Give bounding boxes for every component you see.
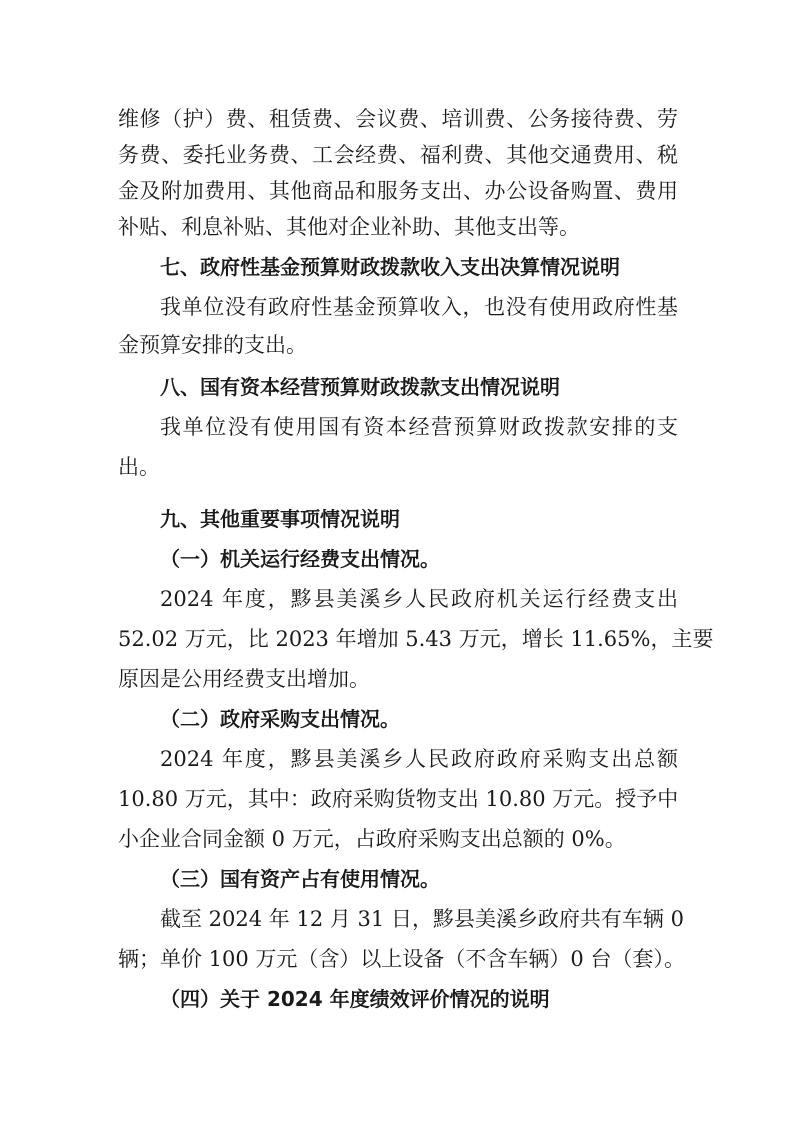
paragraph-line: 金及附加费用、其他商品和服务支出、办公设备购置、费用 — [118, 179, 678, 203]
section-heading-7: 七、政府性基金预算财政拨款收入支出决算情况说明 — [160, 255, 620, 279]
paragraph-line: 52.02 万元，比 2023 年增加 5.43 万元，增长 11.65%，主要 — [118, 627, 714, 651]
paragraph-line: 我单位没有使用国有资本经营预算财政拨款安排的支 — [160, 415, 678, 439]
paragraph-line: 务费、委托业务费、工会经费、福利费、其他交通费用、税 — [118, 143, 678, 167]
subsection-heading-4: （四）关于 2024 年度绩效评价情况的说明 — [160, 987, 550, 1011]
subsection-heading-2: （二）政府采购支出情况。 — [160, 707, 400, 731]
paragraph-line: 出。 — [118, 455, 160, 479]
section-heading-9: 九、其他重要事项情况说明 — [160, 507, 400, 531]
paragraph-line: 截至 2024 年 12 月 31 日，黟县美溪乡政府共有车辆 0 — [160, 907, 684, 931]
paragraph-line: 2024 年度，黟县美溪乡人民政府政府采购支出总额 — [160, 747, 678, 771]
paragraph-line: 补贴、利息补贴、其他对企业补助、其他支出等。 — [118, 215, 580, 239]
paragraph-line: 原因是公用经费支出增加。 — [118, 667, 370, 691]
subsection-heading-1: （一）机关运行经费支出情况。 — [160, 547, 440, 571]
paragraph-line: 维修（护）费、租赁费、会议费、培训费、公务接待费、劳 — [118, 107, 678, 131]
paragraph-line: 10.80 万元，其中：政府采购货物支出 10.80 万元。授予中 — [118, 787, 679, 811]
subsection-heading-3: （三）国有资产占有使用情况。 — [160, 867, 440, 891]
section-heading-8: 八、国有资本经营预算财政拨款支出情况说明 — [160, 375, 560, 399]
paragraph-line: 2024 年度，黟县美溪乡人民政府机关运行经费支出 — [160, 587, 678, 611]
paragraph-line: 我单位没有政府性基金预算收入，也没有使用政府性基 — [160, 295, 678, 319]
paragraph-line: 小企业合同金额 0 万元，占政府采购支出总额的 0%。 — [118, 827, 626, 851]
paragraph-line: 辆；单价 100 万元（含）以上设备（不含车辆）0 台（套）。 — [118, 947, 685, 971]
paragraph-line: 金预算安排的支出。 — [118, 333, 307, 357]
